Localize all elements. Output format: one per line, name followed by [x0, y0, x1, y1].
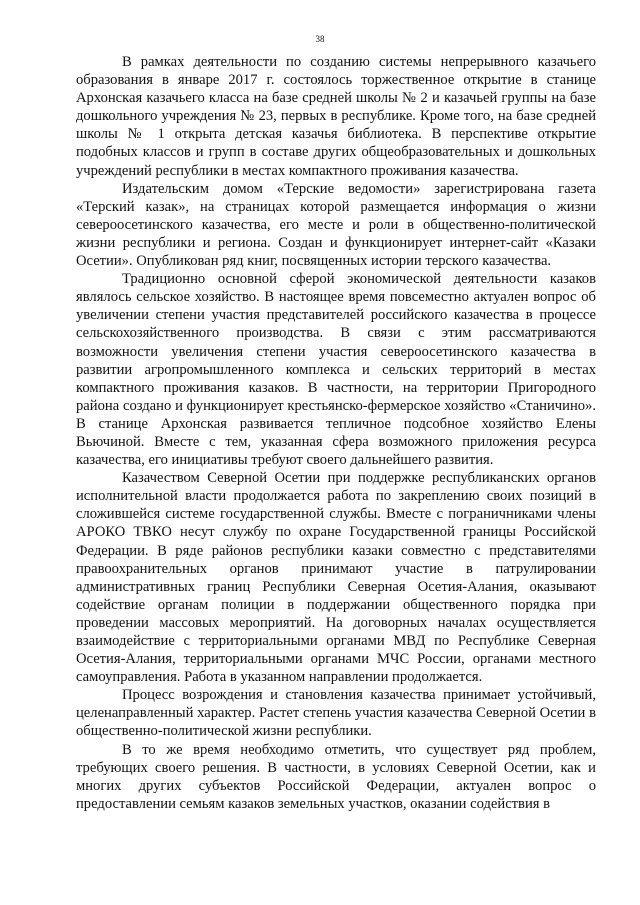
page-number: 38 — [315, 34, 325, 44]
paragraph-revival: Процесс возрождения и становления казачества принимает устойчивый, целенаправленный характер. Растет степень участия казачества Северной Осетии в общественно-политической жизни республики. — [76, 687, 596, 740]
paragraph-state-service: Казачеством Северной Осетии при поддержке республиканских органов исполнительной власти продолжается работа по закреплению своих позиций в сложившейся системе государственной службы. Вместе с пограничниками члены АРОКО ТВКО несут службу по охране Государственной границы Российской Федерации. В ряде районов республики казаки совместно с представителями правоохранительных органов принимают участие в патрулировании административных границ Республики Северная Осетия-Алания, оказывают содействие органам полиции в поддержании общественного порядка при проведении массовых мероприятий. На договорных началах осуществляется взаимодействие с территориальными органами МВД по Республике Северная Осетия-Алания, территориальными органами МЧС России, органами местного самоуправления. Работа в указанном направлении продолжается. — [76, 470, 596, 686]
body-text — [76, 53, 596, 813]
paragraph-publications: Издательским домом «Терские ведомости» зарегистрирована газета «Терский казак», на страницах которой размещается информация о жизни североосетинского казачества, его месте и роли в общественно-политической жизни республики и региона. Создан и функционирует интернет-сайт «Казаки Осетии». Опубликован ряд книг, посвященных истории терского казачества. — [76, 180, 596, 270]
paragraph-agriculture: Традиционно основной сферой экономической деятельности казаков являлось сельское хозяйство. В настоящее время повсеместно актуален вопрос об увеличении степени участия представителей российского казачества в процессе сельскохозяйственного производства. В связи с этим рассматриваются возможности увеличения степени участия североосетинского казачества в развитии агропромышленного комплекса и сельских территорий в местах компактного проживания казаков. В частности, на территории Пригородного района создано и функционирует крестьянско-фермерское хозяйство «Станичино». В станице Архонская развивается тепличное подсобное хозяйство Елены Вьючиной. Вместе с тем, указанная сфера возможного приложения ресурса казачества, его инициативы требуют своего дальнейшего развития. — [76, 271, 596, 469]
paragraph-problems: В то же время необходимо отметить, что существует ряд проблем, требующих своего решения. В частности, в условиях Северной Осетии, как и многих других субъектов Российской Федерации, актуален вопрос о предоставлении семьям казаков земельных участков, оказании содействия в — [76, 741, 596, 812]
paragraph-cossack-education: В рамках деятельности по созданию системы непрерывного казачьего образования в январе 2017 г. состоялось торжественное открытие в станице Архонская казачьего класса на базе средней школы № 2 и казачьей группы на базе дошкольного учреждения № 23, первых в республике. Кроме того, на базе средней школы № 1 открыта детская казачья библиотека. В перспективе открытие подобных классов и групп в составе других общеобразовательных и дошкольных учреждений республики в местах компактного проживания казачества. — [76, 54, 596, 179]
